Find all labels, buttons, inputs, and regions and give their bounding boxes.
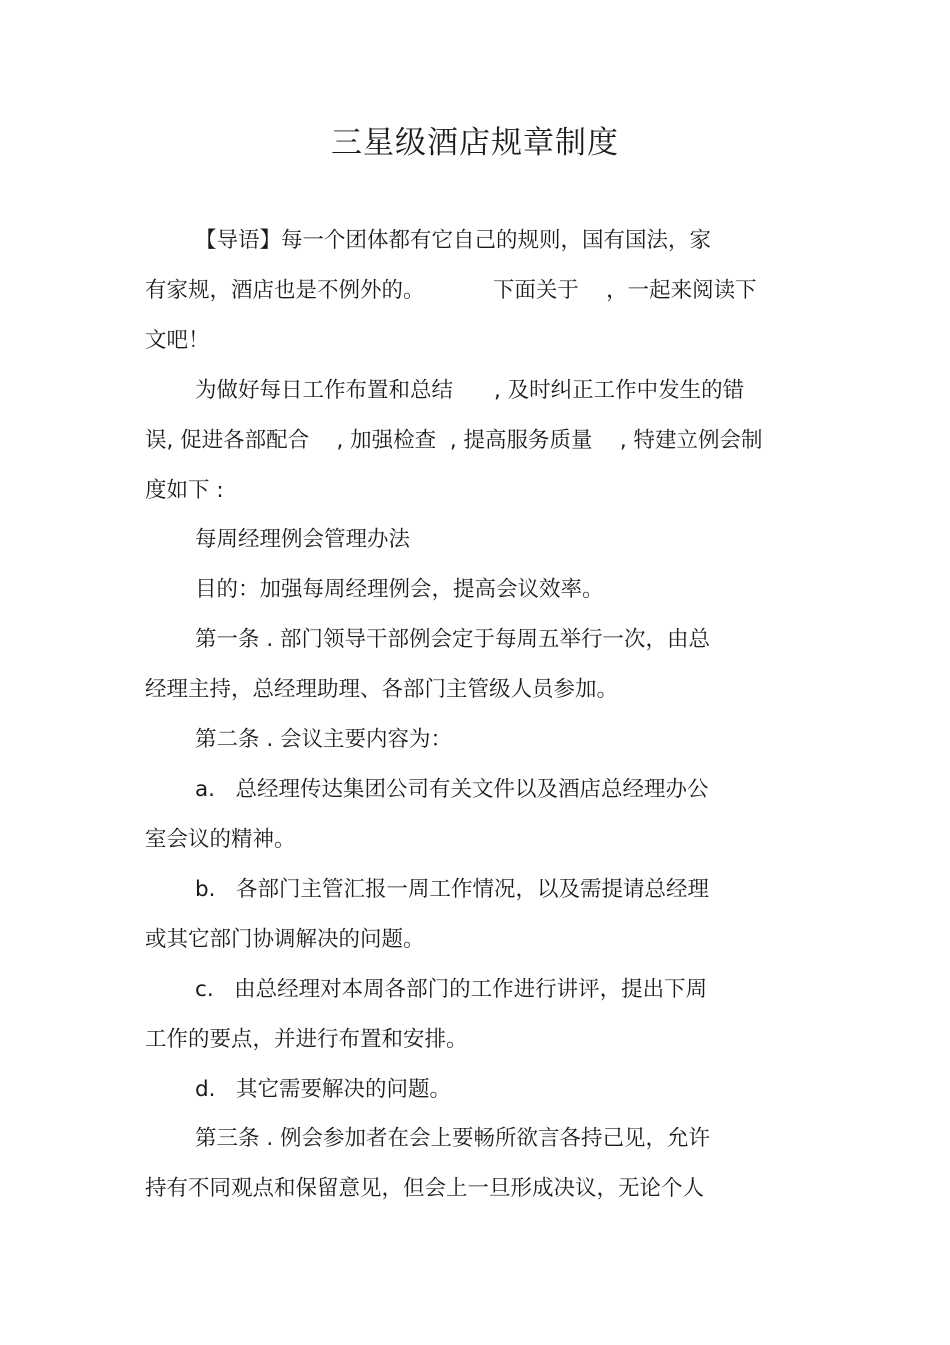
section-heading: 每周经理例会管理办法: [195, 527, 411, 552]
list-item: c. 由总经理对本周各部门的工作进行讲评，提出下周: [195, 977, 708, 1002]
paragraph-line: 误, 促进各部配合 , 加强检查 , 提高服务质量 , 特建立例会制: [145, 428, 763, 453]
paragraph-line: 持有不同观点和保留意见，但会上一旦形成决议，无论个人: [145, 1176, 705, 1201]
paragraph-line: 文吧！: [145, 328, 210, 353]
document-title: 三星级酒店规章制度: [331, 125, 619, 161]
paragraph-line: 为做好每日工作布置和总结 , 及时纠正工作中发生的错: [195, 378, 745, 403]
list-item: b. 各部门主管汇报一周工作情况，以及需提请总经理: [195, 877, 709, 902]
list-item: a. 总经理传达集团公司有关文件以及酒店总经理办公: [195, 777, 709, 802]
list-item-continuation: 或其它部门协调解决的问题。: [145, 927, 425, 952]
paragraph-line: 第三条 . 例会参加者在会上要畅所欲言各持己见，允许: [195, 1126, 711, 1151]
list-item-continuation: 工作的要点，并进行布置和安排。: [145, 1027, 468, 1052]
paragraph-line: 有家规，酒店也是不例外的。 下面关于 ，一起来阅读下: [145, 278, 757, 303]
list-item: d. 其它需要解决的问题。: [195, 1077, 451, 1102]
paragraph-line: 度如下 :: [145, 478, 224, 503]
paragraph-line: 【导语】每一个团体都有它自己的规则，国有国法，家: [195, 228, 712, 253]
list-item-continuation: 室会议的精神。: [145, 827, 296, 852]
paragraph-line: 目的：加强每周经理例会，提高会议效率。: [195, 577, 604, 602]
paragraph-line: 经理主持，总经理助理、各部门主管级人员参加。: [145, 677, 619, 702]
paragraph-line: 第二条 . 会议主要内容为：: [195, 727, 453, 752]
paragraph-line: 第一条 . 部门领导干部例会定于每周五举行一次，由总: [195, 627, 711, 652]
